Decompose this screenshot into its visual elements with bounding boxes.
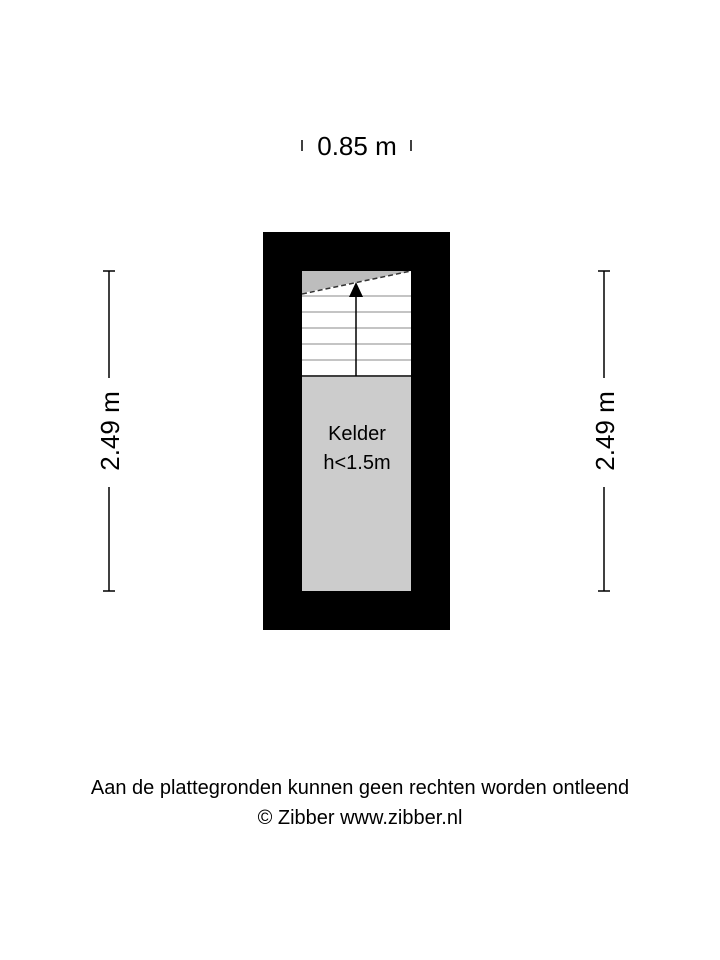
left-height-dimension	[95, 271, 125, 591]
right-height-label: 2.49 m	[590, 391, 620, 471]
room-height-note: h<1.5m	[323, 452, 391, 474]
disclaimer-text: Aan de plattegronden kunnen geen rechten worden ontleend	[90, 777, 630, 799]
width-dimension	[302, 131, 411, 161]
left-height-label: 2.49 m	[95, 391, 125, 471]
copyright-text: © Zibber www.zibber.nl	[257, 807, 463, 829]
staircase	[302, 271, 411, 377]
width-dimension-label: 0.85 m	[317, 131, 397, 161]
room-name: Kelder	[328, 423, 386, 445]
right-height-dimension	[590, 271, 620, 591]
